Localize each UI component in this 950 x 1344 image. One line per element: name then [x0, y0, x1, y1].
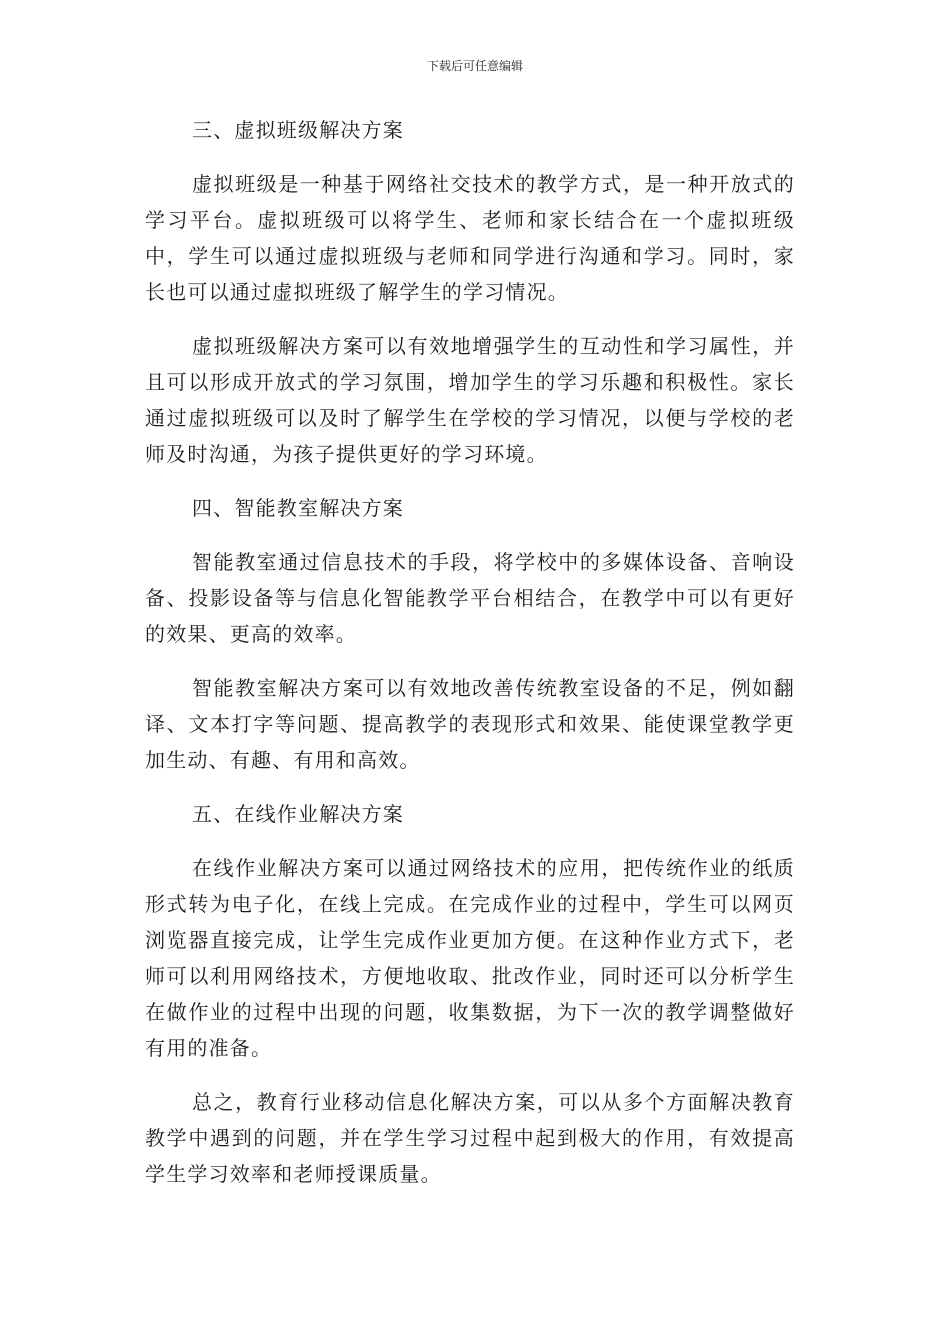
paragraph: 在线作业解决方案可以通过网络技术的应用，把传统作业的纸质形式转为电子化，在线上完成。在完成作业的过程中，学生可以网页浏览器直接完成，让学生完成作业更加方便。在这种作业方式下，老师可以利用网络技术，方便地收取、批改作业，同时还可以分析学生在做作业的过程中出现的问题，收集数据，为下一次的教学调整做好有用的准备。 — [145, 856, 795, 1060]
paragraph: 虚拟班级是一种基于网络社交技术的教学方式，是一种开放式的学习平台。虚拟班级可以将学生、老师和家长结合在一个虚拟班级中，学生可以通过虚拟班级与老师和同学进行沟通和学习。同时，家长也可以通过虚拟班级了解学生的学习情况。 — [145, 172, 795, 304]
document-body — [145, 112, 795, 1210]
paragraph: 智能教室通过信息技术的手段，将学校中的多媒体设备、音响设备、投影设备等与信息化智能教学平台相结合，在教学中可以有更好的效果、更高的效率。 — [145, 550, 795, 646]
paragraph: 智能教室解决方案可以有效地改善传统教室设备的不足，例如翻译、文本打字等问题、提高教学的表现形式和效果、能使课堂教学更加生动、有趣、有用和高效。 — [145, 676, 795, 772]
page-header: 下载后可任意编辑 — [426, 59, 523, 73]
section-virtual-class — [145, 112, 795, 472]
section-online-homework — [145, 796, 795, 1192]
section-heading: 四、智能教室解决方案 — [192, 496, 404, 520]
section-heading: 三、虚拟班级解决方案 — [192, 118, 404, 142]
section-heading: 五、在线作业解决方案 — [192, 802, 404, 826]
paragraph: 总之，教育行业移动信息化解决方案，可以从多个方面解决教育教学中遇到的问题，并在学生学习过程中起到极大的作用，有效提高学生学习效率和老师授课质量。 — [145, 1090, 795, 1186]
section-smart-classroom — [145, 490, 795, 778]
paragraph: 虚拟班级解决方案可以有效地增强学生的互动性和学习属性，并且可以形成开放式的学习氛围，增加学生的学习乐趣和积极性。家长通过虚拟班级可以及时了解学生在学校的学习情况，以便与学校的老师及时沟通，为孩子提供更好的学习环境。 — [145, 334, 795, 466]
